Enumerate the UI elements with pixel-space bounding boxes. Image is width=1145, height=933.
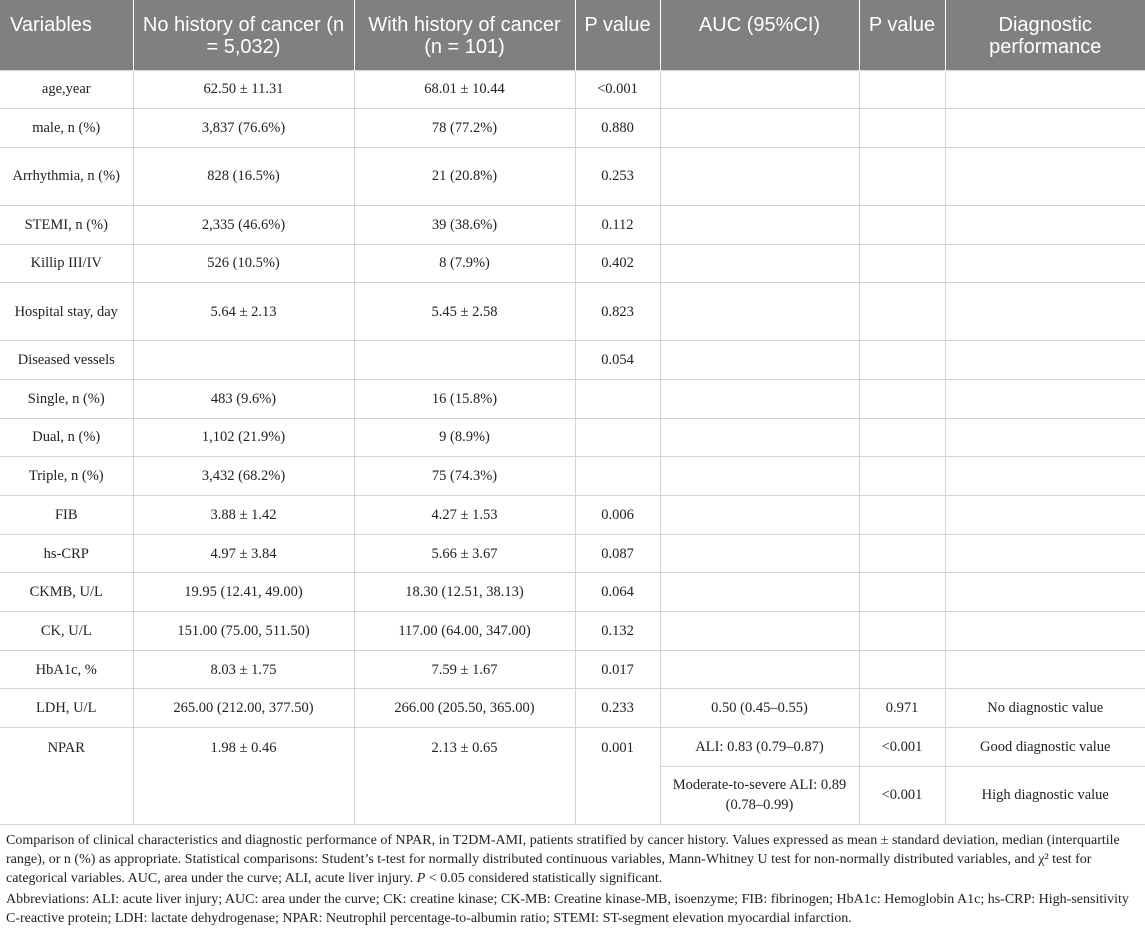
cell-p-value xyxy=(575,457,660,496)
table-row xyxy=(0,689,1145,728)
cell-with-history: 5.66 ± 3.67 xyxy=(354,534,575,573)
cell-auc xyxy=(660,650,859,689)
cell-variable: FIB xyxy=(0,496,133,535)
cell-auc-p xyxy=(859,341,945,380)
cell-performance xyxy=(945,496,1145,535)
cell-p-value: 0.017 xyxy=(575,650,660,689)
cell-auc-p xyxy=(859,534,945,573)
cell-performance xyxy=(945,379,1145,418)
cell-auc xyxy=(660,341,859,380)
cell-p-value: 0.112 xyxy=(575,205,660,244)
table-row xyxy=(0,457,1145,496)
cell-variable: CK, U/L xyxy=(0,612,133,651)
cell-variable: Single, n (%) xyxy=(0,379,133,418)
cell-no-history: 1.98 ± 0.46 xyxy=(133,728,354,825)
header-diagnostic-performance: Diagnostic performance xyxy=(945,0,1145,70)
cell-auc-p xyxy=(859,418,945,457)
cell-no-history: 62.50 ± 11.31 xyxy=(133,70,354,109)
table-row xyxy=(0,283,1145,341)
cell-auc-p: <0.001 xyxy=(859,766,945,824)
cell-variable: LDH, U/L xyxy=(0,689,133,728)
cell-no-history: 526 (10.5%) xyxy=(133,244,354,283)
cell-variable: Arrhythmia, n (%) xyxy=(0,147,133,205)
header-no-history: No history of cancer (n = 5,032) xyxy=(133,0,354,70)
cell-variable: male, n (%) xyxy=(0,109,133,148)
cell-auc: Moderate-to-severe ALI: 0.89 (0.78–0.99) xyxy=(660,766,859,824)
cell-auc xyxy=(660,244,859,283)
cell-auc xyxy=(660,534,859,573)
table-row xyxy=(0,496,1145,535)
cell-no-history: 265.00 (212.00, 377.50) xyxy=(133,689,354,728)
cell-with-history: 16 (15.8%) xyxy=(354,379,575,418)
cell-performance xyxy=(945,612,1145,651)
cell-performance xyxy=(945,457,1145,496)
header-p-value: P value xyxy=(575,0,660,70)
cell-no-history: 483 (9.6%) xyxy=(133,379,354,418)
cell-with-history: 4.27 ± 1.53 xyxy=(354,496,575,535)
cell-auc-p xyxy=(859,379,945,418)
cell-variable: Hospital stay, day xyxy=(0,283,133,341)
table-row xyxy=(0,147,1145,205)
table-row xyxy=(0,70,1145,109)
cell-performance xyxy=(945,650,1145,689)
cell-no-history: 3,432 (68.2%) xyxy=(133,457,354,496)
cell-auc-p xyxy=(859,244,945,283)
table-row-npar xyxy=(0,728,1145,767)
cell-p-value: 0.132 xyxy=(575,612,660,651)
cell-auc xyxy=(660,418,859,457)
table-row xyxy=(0,418,1145,457)
cell-no-history xyxy=(133,341,354,380)
header-auc-p-value: P value xyxy=(859,0,945,70)
cell-auc xyxy=(660,147,859,205)
cell-variable: age,year xyxy=(0,70,133,109)
cell-p-value: 0.087 xyxy=(575,534,660,573)
cell-performance xyxy=(945,418,1145,457)
cell-auc xyxy=(660,457,859,496)
cell-variable: Triple, n (%) xyxy=(0,457,133,496)
cell-p-value: <0.001 xyxy=(575,70,660,109)
cell-p-value xyxy=(575,418,660,457)
cell-no-history: 3.88 ± 1.42 xyxy=(133,496,354,535)
cell-with-history: 5.45 ± 2.58 xyxy=(354,283,575,341)
cell-variable: hs-CRP xyxy=(0,534,133,573)
cell-with-history xyxy=(354,341,575,380)
cell-auc-p xyxy=(859,457,945,496)
table-row xyxy=(0,612,1145,651)
table-footnote xyxy=(0,825,1145,928)
cell-auc xyxy=(660,379,859,418)
cell-auc xyxy=(660,612,859,651)
table-caption xyxy=(6,831,1139,888)
cell-performance xyxy=(945,205,1145,244)
header-variables: Variables xyxy=(0,0,133,70)
cell-p-value: 0.880 xyxy=(575,109,660,148)
cell-auc-p xyxy=(859,147,945,205)
cell-auc-p xyxy=(859,650,945,689)
table-row xyxy=(0,205,1145,244)
table-row xyxy=(0,109,1145,148)
cell-with-history: 68.01 ± 10.44 xyxy=(354,70,575,109)
cell-p-value: 0.054 xyxy=(575,341,660,380)
table-row xyxy=(0,573,1145,612)
header-with-history: With history of cancer (n = 101) xyxy=(354,0,575,70)
cell-no-history: 4.97 ± 3.84 xyxy=(133,534,354,573)
header-auc: AUC (95%CI) xyxy=(660,0,859,70)
table-row xyxy=(0,650,1145,689)
cell-performance xyxy=(945,147,1145,205)
cell-variable: HbA1c, % xyxy=(0,650,133,689)
cell-performance xyxy=(945,109,1145,148)
cell-with-history: 266.00 (205.50, 365.00) xyxy=(354,689,575,728)
table-row xyxy=(0,341,1145,380)
cell-variable: Dual, n (%) xyxy=(0,418,133,457)
cell-no-history: 1,102 (21.9%) xyxy=(133,418,354,457)
cell-performance: Good diagnostic value xyxy=(945,728,1145,767)
cell-auc-p: 0.971 xyxy=(859,689,945,728)
cell-with-history: 8 (7.9%) xyxy=(354,244,575,283)
cell-p-value xyxy=(575,379,660,418)
cell-with-history: 117.00 (64.00, 347.00) xyxy=(354,612,575,651)
cell-p-value: 0.253 xyxy=(575,147,660,205)
cell-performance: No diagnostic value xyxy=(945,689,1145,728)
cell-p-value: 0.823 xyxy=(575,283,660,341)
cell-no-history: 8.03 ± 1.75 xyxy=(133,650,354,689)
cell-no-history: 151.00 (75.00, 511.50) xyxy=(133,612,354,651)
cell-no-history: 19.95 (12.41, 49.00) xyxy=(133,573,354,612)
caption-p-symbol: P xyxy=(416,870,426,886)
cell-auc xyxy=(660,283,859,341)
cell-auc xyxy=(660,573,859,612)
cell-with-history: 18.30 (12.51, 38.13) xyxy=(354,573,575,612)
caption-text-start: Comparison of clinical characteristics and diagnostic performance of NPAR, in T2DM-AMI, patients stratified by cancer history. Values expressed as mean ± standard deviation, median (interquartile range), or n (%) as appropriate. Statistical comparisons: Student’s t-test for normally distributed continuous variables, Mann-Whitney U test for non-normally distributed variables, and χ² test for categorical variables. AUC, area under the curve; ALI, acute liver injury. xyxy=(6,832,1120,886)
cell-performance xyxy=(945,244,1145,283)
cell-auc-p xyxy=(859,496,945,535)
cell-variable: Killip III/IV xyxy=(0,244,133,283)
cell-performance xyxy=(945,283,1145,341)
cell-performance: High diagnostic value xyxy=(945,766,1145,824)
cell-no-history: 2,335 (46.6%) xyxy=(133,205,354,244)
cell-performance xyxy=(945,534,1145,573)
cell-with-history: 9 (8.9%) xyxy=(354,418,575,457)
table-row xyxy=(0,534,1145,573)
cell-performance xyxy=(945,573,1145,612)
cell-auc-p xyxy=(859,205,945,244)
cell-auc-p: <0.001 xyxy=(859,728,945,767)
table-row xyxy=(0,379,1145,418)
cell-auc xyxy=(660,496,859,535)
cell-with-history: 39 (38.6%) xyxy=(354,205,575,244)
cell-auc-p xyxy=(859,109,945,148)
cell-variable: Diseased vessels xyxy=(0,341,133,380)
cell-p-value: 0.006 xyxy=(575,496,660,535)
cell-no-history: 828 (16.5%) xyxy=(133,147,354,205)
cell-variable: NPAR xyxy=(0,728,133,825)
cell-with-history: 78 (77.2%) xyxy=(354,109,575,148)
cell-auc xyxy=(660,70,859,109)
cell-performance xyxy=(945,341,1145,380)
cell-with-history: 21 (20.8%) xyxy=(354,147,575,205)
cell-auc-p xyxy=(859,70,945,109)
cell-no-history: 5.64 ± 2.13 xyxy=(133,283,354,341)
cell-p-value: 0.233 xyxy=(575,689,660,728)
cell-auc xyxy=(660,205,859,244)
cell-p-value: 0.064 xyxy=(575,573,660,612)
cell-auc: ALI: 0.83 (0.79–0.87) xyxy=(660,728,859,767)
cell-variable: STEMI, n (%) xyxy=(0,205,133,244)
abbreviations-note: Abbreviations: ALI: acute liver injury; AUC: area under the curve; CK: creatine kinase; CK-MB: Creatine kinase-MB, isoenzyme; FIB: fibrinogen; HbA1c: Hemoglobin A1c; hs-CRP: High-sensitivity C-reactive protein; LDH: lactate dehydrogenase; NPAR: Neutrophil percentage-to-albumin ratio; STEMI: ST-segment elevation myocardial infarction. xyxy=(6,891,1129,926)
cell-with-history: 2.13 ± 0.65 xyxy=(354,728,575,825)
header-row xyxy=(0,0,1145,70)
cell-no-history: 3,837 (76.6%) xyxy=(133,109,354,148)
cell-variable: CKMB, U/L xyxy=(0,573,133,612)
cell-auc: 0.50 (0.45–0.55) xyxy=(660,689,859,728)
cell-auc-p xyxy=(859,283,945,341)
cell-auc-p xyxy=(859,573,945,612)
cell-p-value: 0.402 xyxy=(575,244,660,283)
caption-text-end: < 0.05 considered statistically significant. xyxy=(425,870,663,886)
cell-auc-p xyxy=(859,612,945,651)
table-row xyxy=(0,244,1145,283)
cell-auc xyxy=(660,109,859,148)
cell-p-value: 0.001 xyxy=(575,728,660,825)
cell-with-history: 75 (74.3%) xyxy=(354,457,575,496)
cell-with-history: 7.59 ± 1.67 xyxy=(354,650,575,689)
cell-performance xyxy=(945,70,1145,109)
